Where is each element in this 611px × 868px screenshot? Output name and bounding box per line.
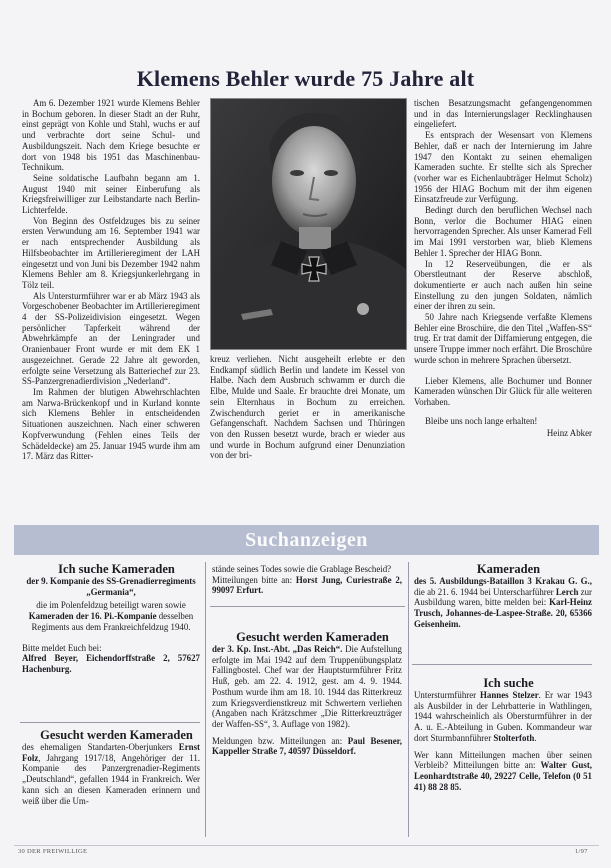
paragraph: Bleibe uns noch lange erhalten! (425, 415, 538, 426)
divider (210, 606, 405, 607)
paragraph: Am 6. Dezember 1921 wurde Klemens Behler in Bochum geboren. In dieser Stadt an der Ruhr, einst geprägt von Kohle und Stahl, wuchs er auf und verbrachte dort seine Schul- und Ausbildungszeit. Nach dem Kriege besuchte er dort von 1948 bis 1951 das Maschinenbau-Technikum. (22, 98, 200, 173)
ad-column-3-bottom (414, 676, 592, 792)
article-column-2 (210, 354, 405, 461)
paragraph: Bedingt durch den beruflichen Wechsel nach Bonn, verlor die Bochumer HIAG einen hervorragenden Sprecher. Als unser Kamerad Fell im Mai 1991 verstorben war, blieb Klemens Behler 1. Sprecher der HIAG Bonn. (414, 205, 592, 258)
portrait-photo (210, 98, 407, 350)
ad-column-3 (414, 562, 592, 630)
ad-column-2-bottom (212, 630, 402, 757)
paragraph: kreuz verliehen. Nicht ausgeheilt erlebte er den Endkampf südlich Berlin und landete im Kessel von Halbe. Nach dem Ausbruch schwamm er durch die Elbe, Mulde und Saale. Er brauchte drei Monate, um sein Elternhaus in Bochum zu erreichen. Zwischendurch geriet er in amerikanische Gefangenschaft. Nachdem Sachsen und Thüringen von den Russen besetzt wurde, brach er wieder aus und wurde in Bochum aufgrund einer Denunziation von der bri- (210, 354, 405, 461)
ad4-contact: Karl-Heinz Trusch, Johannes-de-Laspee-Straße. 20, 65366 Geisenheim. (414, 597, 592, 629)
column-rule (408, 562, 409, 837)
ad5-text-2: . Er war 1943 als Ausbilder in der Lehrbatterie in Wathlingen, 1944 wahrscheinlich als Obersturmführer in der A. u. E.-Abteilung in Guben. Kommandeur war dort Sturmbannführer (414, 690, 592, 743)
ad5-text-4: Wer kann Mitteilungen machen über seinen Verbleib? Mitteilungen bitte an: (414, 749, 592, 771)
ad3-subject: der 3. Kp. Inst.-Abt. „Das Reich“. (212, 644, 343, 654)
footer-left: 30 DER FREIWILLIGE (18, 848, 88, 855)
ad5-text-3: . (534, 732, 537, 743)
paragraph: In 12 Reserveübungen, die er als Oberstleutnant der Reserve abschloß, dokumentierte er auch nach außen hin seine Einstellung zu den jungen Soldaten, nämlich einer der ihren zu sein. (414, 258, 592, 312)
ad5-heading: Ich suche (483, 676, 534, 690)
ad3-text-1: Die Aufstellung erfolgte im Mai 1942 auf dem Truppenübungsplatz Fallingbostel. Chef war der Hauptsturmführer Fritz Huß, geb. am 22. 4. 1912, gest. am 4. 9. 1944. Posthum wurde ihm am 18. 10. 1944 das Ritterkreuz zum Kriegsverdienstkreuz mit Schwertern verliehen (Angaben nach Krätzschmer „Die Ritterkreuzträger der Waffen-SS“, 3. Auflage von 1982). (212, 644, 402, 729)
ad1-heading: Ich suche Kameraden (58, 562, 175, 576)
footer-rule (14, 845, 599, 846)
ad1-text-b: desselben Regiments aus dem Frankreichfeldzug 1940. (31, 611, 194, 632)
ad2-name: Ernst Folz (22, 742, 200, 763)
paragraph: tischen Besatzungsmacht gefangengenommen und in das Internierungslager Recklinghausen eingeliefert. (414, 98, 592, 130)
signature: Heinz Abker (546, 428, 592, 439)
ad4-name: Lerch (555, 586, 579, 597)
ad-column-2 (212, 564, 402, 596)
paragraph: Seine soldatische Laufbahn begann am 1. August 1940 mit seiner Einberufung als Kriegsfreiwilliger zur Leibstandarte nach Berlin-Lichterfelde. (22, 172, 200, 216)
ad4-text-2: zur Ausbildung waren, bitte melden bei: (414, 586, 592, 608)
ad2-reply-label: Mitteilungen bitte an: (212, 574, 296, 585)
section-title: Suchanzeigen (245, 529, 368, 551)
article-title: Klemens Behler wurde 75 Jahre alt (136, 66, 475, 91)
paragraph: Es entsprach der Wesensart von Klemens Behler, daß er nach der Internierung im Jahre 1947 den Kontakt zu seinen ehemaligen Kameraden suchte. Er stellte sich als Sprecher (vorher war es Eichenlaubträger Helmut Scholz) 1956 der HIAG Bochum mit der ihm eigenen Einsatzfreude zur Verfügung. (414, 130, 592, 205)
ad3-heading: Gesucht werden Kameraden (236, 630, 389, 644)
article-column-3 (414, 98, 592, 439)
ad1-reply-label: Bitte meldet Euch bei: (22, 642, 102, 653)
ad4-text (414, 576, 592, 630)
footer-right: 1/97 (575, 848, 588, 855)
ad-column-1 (22, 562, 200, 675)
article-column-1 (22, 98, 200, 462)
paragraph: Im Rahmen der blutigen Abwehrschlachten am Narwa-Brückenkopf und in Kurland konnte sich Klemens Behler in entscheidenden Situationen auszeichnen. Nach einer schweren Kopfverwundung (Fehlen eines Teils der Schädeldecke) am 25. Januar 1945 wurde ihm am 17. März das Ritter- (22, 386, 200, 462)
paragraph: Lieber Klemens, alle Bochumer und Bonner Kameraden wünschen Dir Glück für alle weiteren Vorhaben. (414, 375, 592, 407)
ad5-name: Hannes Stelzer (480, 690, 539, 700)
ad5-contact: Walter Gust, Leonhardtstraße 40, 29227 Celle, Telefon (0 51 41) 88 28 85. (414, 760, 592, 792)
paragraph: Von Beginn des Ostfeldzuges bis zu seiner ersten Verwundung am 16. September 1941 war er nach entsprechender Ausbildung als Hilfsbeobachter im Artillerieregiment der LAH eingesetzt und von Juni bis Dezember 1942 nahm Klemens Behler am 8. Kriegsjunkerlehrgang in Tölz teil. (22, 215, 200, 290)
ad1-text-b-bold: Kameraden der 16. Pi.-Kompanie (28, 611, 157, 622)
ad1-subject: der 9. Kompanie des SS-Grenadierregiments „Germania“, (26, 576, 196, 597)
ad1-text (22, 600, 200, 632)
ad2-reply (212, 575, 402, 596)
ad5-text (414, 690, 592, 744)
ad2-text-1: des ehemaligen Standarten-Oberjunkers (22, 742, 179, 752)
ad3-text (212, 644, 402, 730)
ad2-heading: Gesucht werden Kameraden (40, 728, 193, 742)
paragraph: 50 Jahre nach Kriegsende verfaßte Klemens Behler eine Broschüre, die den Titel „Waffen-SS“ trug. Er trat damit der Diffamierung entgegen, die unsere Truppe immer noch erfährt. Die Broschüre wurde schon in mehrere Sprachen übersetzt. (414, 312, 592, 365)
ad5-name-2: Stolterfoth (493, 732, 535, 743)
divider (412, 664, 592, 665)
ad3-reply-label: Meldungen bzw. Mitteilungen an: (212, 735, 348, 746)
ad4-heading: Kameraden (476, 562, 541, 576)
ad5-reply (414, 750, 592, 793)
ad-column-1-bottom (22, 728, 200, 806)
ad1-contact: Alfred Beyer, Eichendorffstraße 2, 57627 Hachenburg. (22, 653, 200, 674)
ad4-text-1: die ab 21. 6. 1944 bei Unterscharführer (414, 586, 556, 597)
ad2-continued: stände seines Todes sowie die Grablage Bescheid? (212, 564, 392, 574)
section-band (14, 525, 599, 555)
ad3-reply (212, 736, 402, 757)
ad2-text (22, 742, 200, 806)
ad4-subject: des 5. Ausbildungs-Bataillon 3 Krakau G. G., (414, 576, 592, 586)
ad2-text-2: , Jahrgang 1917/18, Angehöriger der 11. Kompanie des Panzergrenadier-Regiments „Deutschland“, gefallen 1944 in Frankreich. Wer kann sich an diesen Kameraden erinnern und weiß über die Um- (22, 752, 200, 806)
portrait-illustration (211, 99, 406, 349)
ad5-text-1: Untersturmführer (414, 690, 481, 700)
column-rule (205, 562, 206, 837)
ad2-contact: Horst Jung, Curiestraße 2, 99097 Erfurt. (212, 574, 402, 596)
divider (20, 722, 200, 723)
ad3-contact: Paul Besener, Kappeller Straße 7, 40597 Düsseldorf. (212, 735, 402, 757)
paragraph: Als Untersturmführer war er ab März 1943 als Vorgeschobener Beobachter im Artillerieregiment 4 der SS-Polizeidivision eingesetzt. Wegen persönlicher Tapferkeit während der Abwehrkämpfe an der Leningrader und Oranienbauer Front wurde er mit dem EK 1 ausgezeichnet. Gerade 22 Jahre alt geworden, erfolgte seine Versetzung als Batteriechef zur 23. SS-Panzergrenadierdivision „Nederland“. (22, 290, 200, 387)
ad1-text-a: die im Polenfeldzug beteiligt waren sowie (36, 600, 186, 611)
